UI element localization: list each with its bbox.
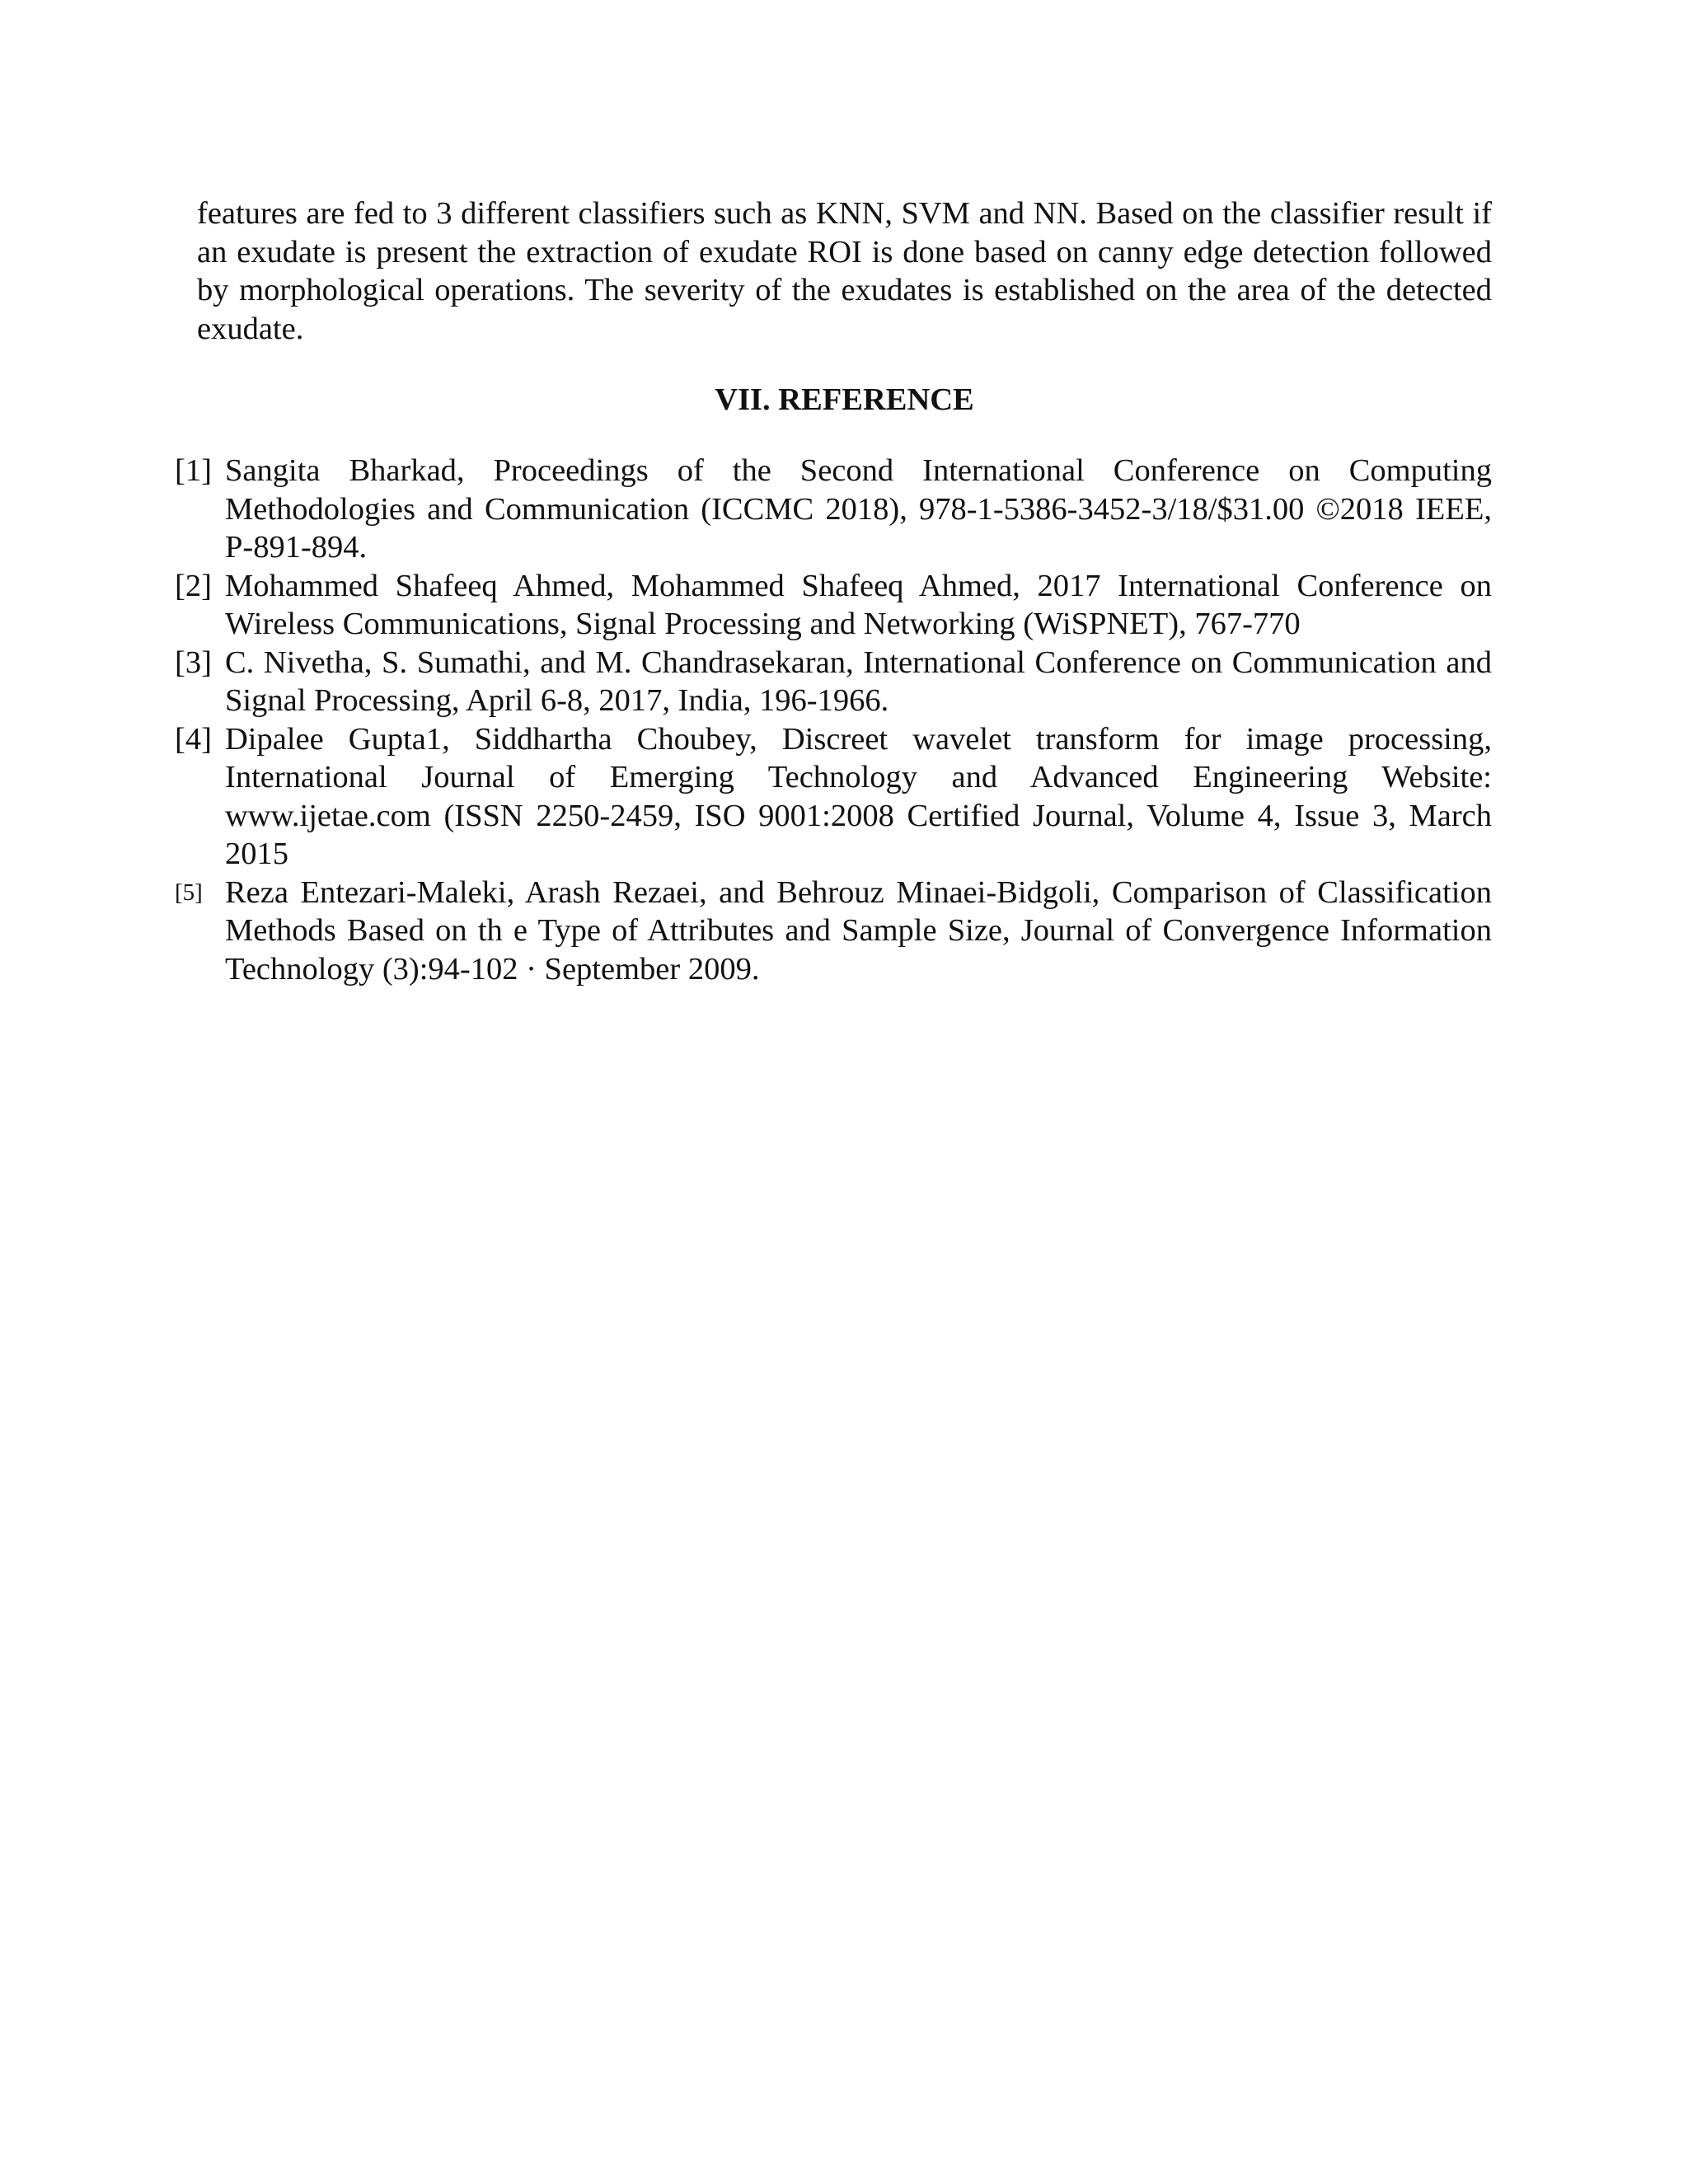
reference-number: [1]: [175, 453, 212, 488]
document-body: [175, 194, 1492, 1001]
reference-text: Sangita Bharkad, Proceedings of the Second International Conference on Computing Methodologies and Communication (ICCMC 2018), 978-1-5386-3452-3/18/$31.00 ©2018 IEEE, P-891-894.: [225, 453, 1492, 565]
reference-number: [2]: [175, 568, 212, 603]
reference-number: [3]: [175, 644, 212, 680]
section-title: VII. REFERENCE: [715, 382, 974, 417]
reference-text: Mohammed Shafeeq Ahmed, Mohammed Shafeeq Ahmed, 2017 International Conference on Wireless Communications, Signal Processing and Networking (WiSPNET), 767-770: [225, 568, 1492, 641]
body-paragraph: features are fed to 3 different classifiers such as KNN, SVM and NN. Based on the classifier result if an exudate is present the extraction of exudate ROI is done based on canny edge detection followed by morphological operations. The severity of the exudates is established on the area of the detected exudate.: [197, 196, 1492, 346]
reference-number: [4]: [175, 721, 212, 757]
reference-list: [175, 452, 1492, 988]
reference-number: [5]: [175, 879, 203, 906]
reference-text: Dipalee Gupta1, Siddhartha Choubey, Discreet wavelet transform for image processing, International Journal of Emerging Technology and Advanced Engineering Website: www.ijetae.com (ISSN 2250-2459, ISO 9001:2008 Certified Journal, Volume 4, Issue 3, March 2015: [225, 721, 1492, 871]
reference-text: Reza Entezari-Maleki, Arash Rezaei, and Behrouz Minaei-Bidgoli, Comparison of Classification Methods Based on th e Type of Attributes and Sample Size, Journal of Convergence Information Technology (3):94-102 · September 2009.: [225, 874, 1492, 987]
reference-item-3: [175, 644, 1492, 720]
reference-text: C. Nivetha, S. Sumathi, and M. Chandrasekaran, International Conference on Communication and Signal Processing, April 6-8, 2017, India, 196-1966.: [225, 644, 1492, 718]
reference-item-2: [175, 567, 1492, 644]
reference-item-5: [175, 874, 1492, 989]
reference-item-4: [175, 720, 1492, 874]
reference-item-1: [175, 452, 1492, 567]
